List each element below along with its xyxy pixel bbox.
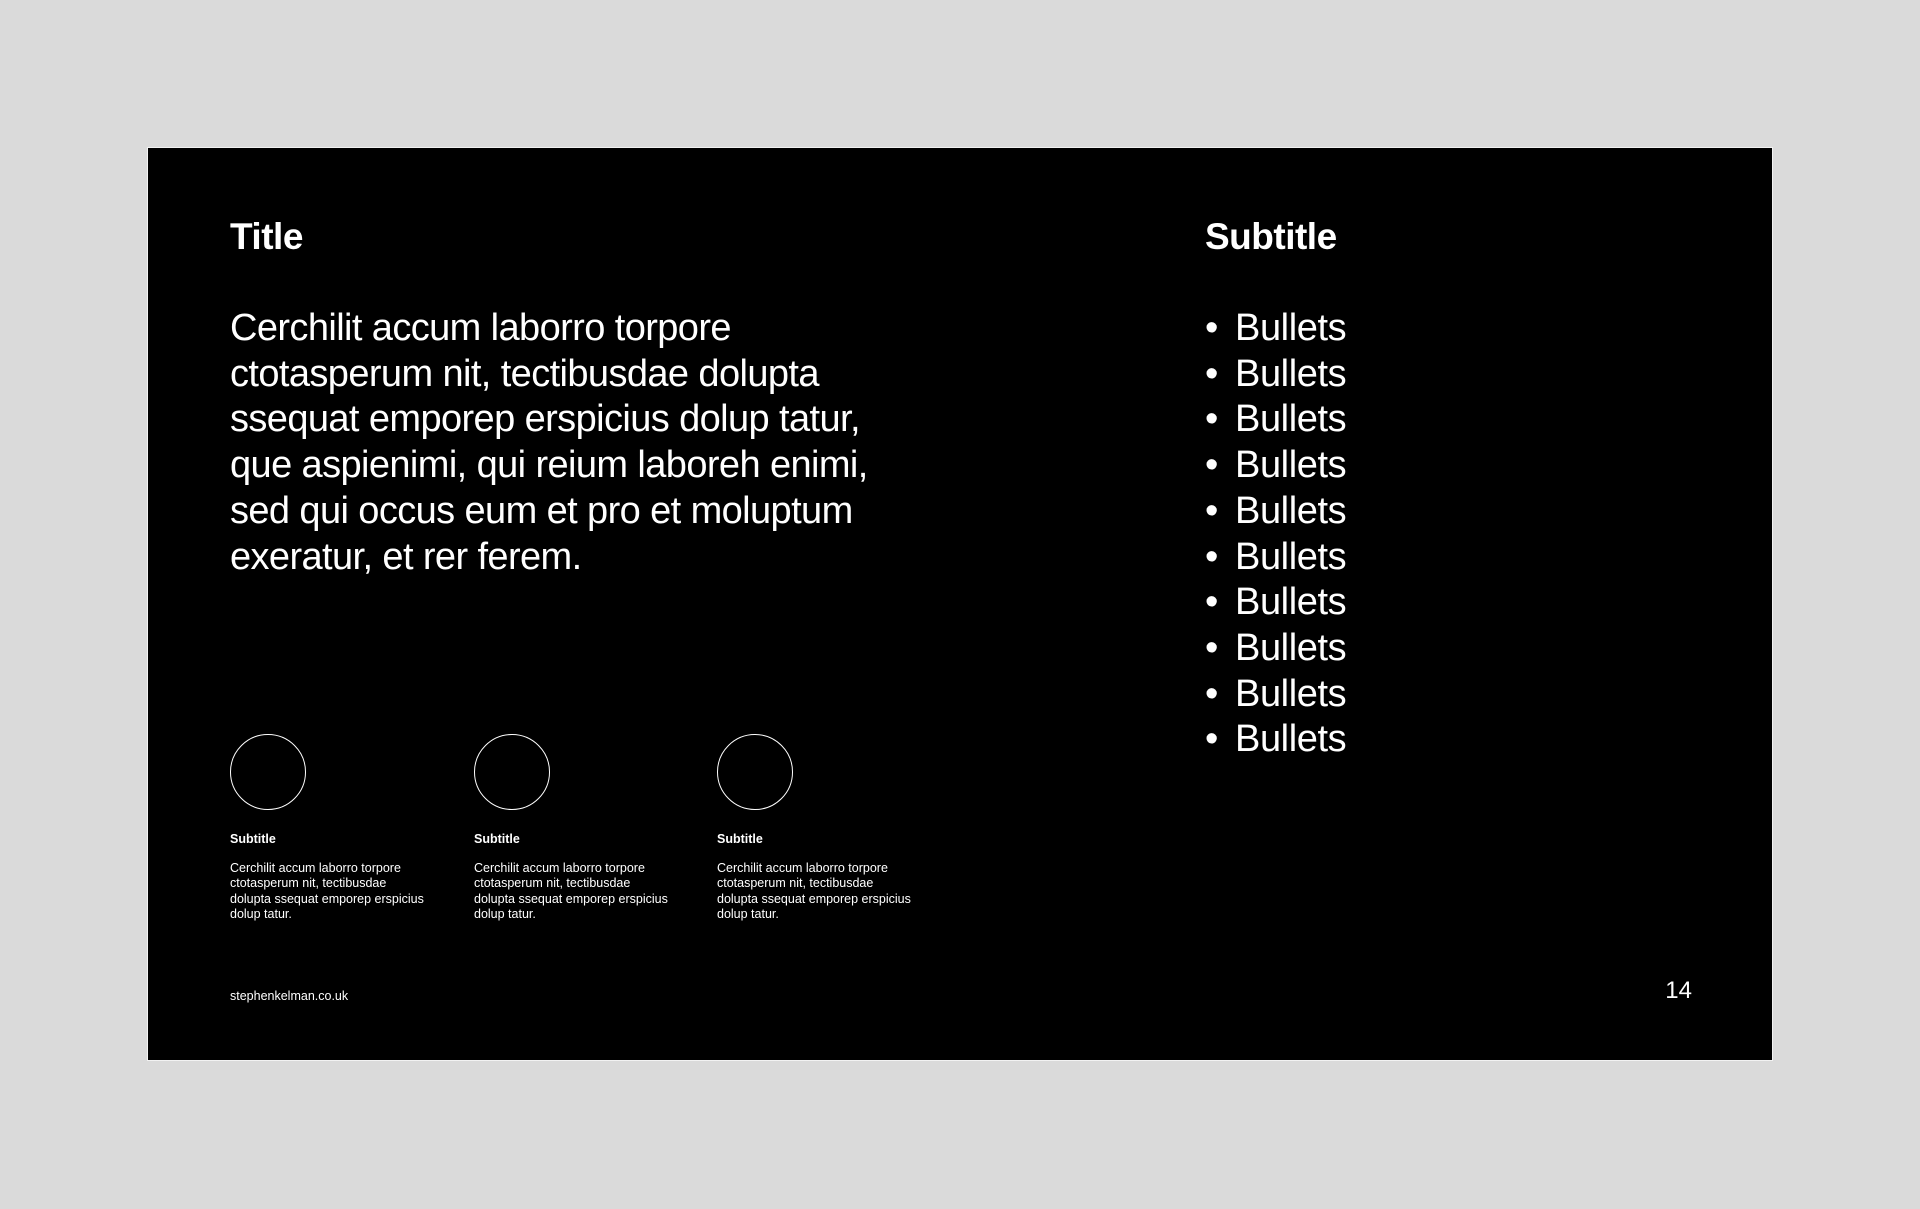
circle-placeholder-icon xyxy=(474,734,550,810)
column-subtitle: Subtitle xyxy=(717,832,763,846)
bullet-item xyxy=(1205,535,1346,581)
bullet-item xyxy=(1205,489,1346,535)
bullet-item xyxy=(1205,306,1346,352)
bullet-text: Bullets xyxy=(1235,444,1347,487)
footer-url: stephenkelman.co.uk xyxy=(230,989,349,1003)
bullet-text: Bullets xyxy=(1235,581,1347,624)
bullet-text: Bullets xyxy=(1235,398,1347,441)
bullet-icon: • xyxy=(1205,718,1218,761)
bullet-text: Bullets xyxy=(1235,672,1347,715)
bullet-icon: • xyxy=(1205,352,1218,395)
column-text: Cerchilit accum laborro torpore ctotasperum nit, tectibusdae dolupta ssequat emporep erspicius dolup tatur. xyxy=(230,861,424,921)
bullet-text: Bullets xyxy=(1235,307,1347,349)
circle-placeholder-icon xyxy=(230,734,306,810)
column-text: Cerchilit accum laborro torpore ctotasperum nit, tectibusdae dolupta ssequat emporep erspicius dolup tatur. xyxy=(717,861,911,921)
bullet-item xyxy=(1205,626,1346,672)
bullet-text: Bullets xyxy=(1235,718,1347,761)
bullet-icon: • xyxy=(1205,398,1218,441)
bullet-icon: • xyxy=(1205,581,1218,624)
bullet-icon: • xyxy=(1205,489,1218,532)
bullet-text: Bullets xyxy=(1235,489,1347,532)
bullet-text: Bullets xyxy=(1235,535,1347,578)
bullet-list xyxy=(1205,306,1346,763)
bullet-icon: • xyxy=(1205,535,1218,578)
slide-body-text: Cerchilit accum laborro torpore ctotasperum nit, tectibusdae dolupta ssequat emporep erspicius dolup tatur, que aspienimi, qui reium laboreh enimi, sed qui occus eum et pro et moluptum exeratur, et rer ferem. xyxy=(230,307,868,578)
slide-title: Title xyxy=(230,216,303,257)
column-text: Cerchilit accum laborro torpore ctotasperum nit, tectibusdae dolupta ssequat emporep erspicius dolup tatur. xyxy=(474,861,668,921)
bullet-icon: • xyxy=(1205,307,1218,349)
feature-column xyxy=(474,734,674,922)
bullet-icon: • xyxy=(1205,672,1218,715)
bullet-item xyxy=(1205,672,1346,718)
bullet-item xyxy=(1205,443,1346,489)
bullet-item xyxy=(1205,352,1346,398)
feature-column xyxy=(230,734,430,922)
column-subtitle: Subtitle xyxy=(230,832,276,846)
page-number: 14 xyxy=(1665,977,1692,1004)
circle-placeholder-icon xyxy=(717,734,793,810)
bullet-icon: • xyxy=(1205,626,1218,669)
slide xyxy=(147,147,1773,1061)
bullet-item xyxy=(1205,717,1346,763)
bullet-item xyxy=(1205,580,1346,626)
bullet-text: Bullets xyxy=(1235,352,1347,395)
column-subtitle: Subtitle xyxy=(474,832,520,846)
bullet-text: Bullets xyxy=(1235,626,1347,669)
right-subtitle: Subtitle xyxy=(1205,216,1337,257)
bullet-icon: • xyxy=(1205,444,1218,487)
feature-column xyxy=(717,734,917,922)
bullet-item xyxy=(1205,397,1346,443)
